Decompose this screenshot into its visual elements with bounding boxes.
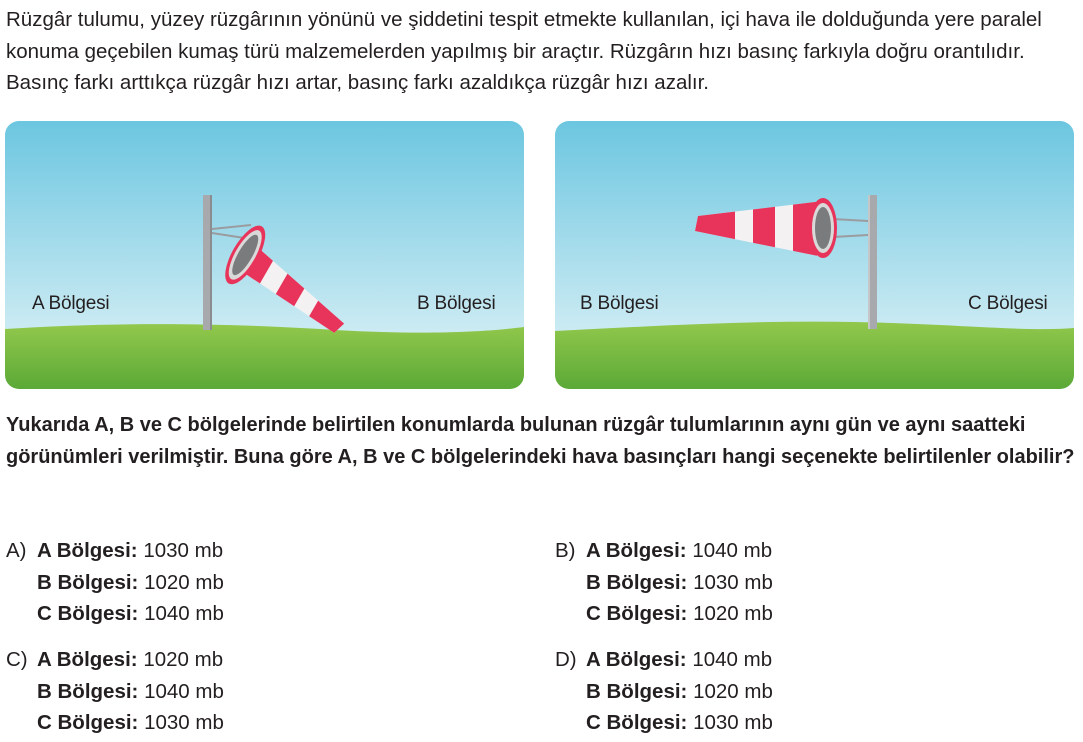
option-row xyxy=(37,535,224,567)
pressure-value: 1020 mb xyxy=(143,648,224,671)
option-row xyxy=(586,644,773,676)
option-letter: A) xyxy=(6,539,27,562)
region-name: B Bölgesi: xyxy=(37,679,139,703)
grass-field xyxy=(5,324,524,389)
option-row xyxy=(37,707,224,739)
option-rows xyxy=(37,535,224,630)
windsock-scene-left-illustration xyxy=(5,121,524,389)
pressure-value: 1020 mb xyxy=(144,570,224,594)
region-name: C Bölgesi: xyxy=(37,602,139,625)
option-row xyxy=(586,676,773,708)
region-name: B Bölgesi: xyxy=(586,679,688,703)
windsock-scene-right-illustration xyxy=(555,121,1074,389)
pressure-value: 1030 mb xyxy=(144,711,224,734)
region-name: C Bölgesi: xyxy=(586,711,688,734)
region-name: A Bölgesi: xyxy=(37,648,138,671)
region-label-a: A Bölgesi xyxy=(32,293,110,314)
option-rows xyxy=(586,644,773,739)
region-label-b: B Bölgesi xyxy=(417,293,496,314)
option-row xyxy=(586,567,773,599)
option-letter: B) xyxy=(555,539,576,562)
option-row xyxy=(37,598,224,630)
pressure-value: 1040 mb xyxy=(692,539,773,562)
option-row xyxy=(37,644,224,676)
pressure-value: 1020 mb xyxy=(693,679,773,703)
option-row xyxy=(586,535,773,567)
option-letter: C) xyxy=(6,648,28,671)
region-label-c: C Bölgesi xyxy=(968,293,1048,314)
region-name: C Bölgesi: xyxy=(586,602,688,625)
pressure-value: 1040 mb xyxy=(692,648,773,671)
windsock-scene-right xyxy=(555,121,1074,389)
grass-field xyxy=(555,322,1074,389)
option-row xyxy=(37,567,224,599)
pressure-value: 1030 mb xyxy=(693,711,773,734)
pressure-value: 1040 mb xyxy=(144,602,224,625)
pressure-value: 1030 mb xyxy=(693,570,773,594)
pressure-value: 1040 mb xyxy=(144,679,224,703)
option-rows xyxy=(586,535,773,630)
windsock-scene-left xyxy=(5,121,524,389)
option-rows xyxy=(37,644,224,739)
option-row xyxy=(586,598,773,630)
option-row xyxy=(586,707,773,739)
region-name: A Bölgesi: xyxy=(586,648,687,671)
region-name: A Bölgesi: xyxy=(586,539,687,562)
region-label-b: B Bölgesi xyxy=(580,293,659,314)
intro-paragraph: Rüzgâr tulumu, yüzey rüzgârının yönünü ve şiddetini tespit etmekte kullanılan, içi hava ile dolduğunda yere paralel konuma geçebilen kumaş türü malzemelerden yapılmış bir araçtır. Rüzgârın hızı basınç farkıyla doğru orantılıdır. Basınç farkı arttıkça rüzgâr hızı artar, basınç farkı azaldıkça rüzgâr hızı azalır. xyxy=(6,8,1042,94)
pressure-value: 1030 mb xyxy=(143,539,224,562)
pressure-value: 1020 mb xyxy=(693,602,773,625)
option-row xyxy=(37,676,224,708)
option-letter: D) xyxy=(555,648,577,671)
region-name: C Bölgesi: xyxy=(37,711,139,734)
question-text: Yukarıda A, B ve C bölgelerinde belirtilen konumlarda bulunan rüzgâr tulumlarının aynı gün ve aynı saatteki görünümleri verilmiştir. Buna göre A, B ve C bölgelerindeki hava basınçları hangi seçenekte belirtilenler olabilir? xyxy=(6,414,1075,468)
region-name: B Bölgesi: xyxy=(586,570,688,594)
region-name: B Bölgesi: xyxy=(37,570,139,594)
region-name: A Bölgesi: xyxy=(37,539,138,562)
